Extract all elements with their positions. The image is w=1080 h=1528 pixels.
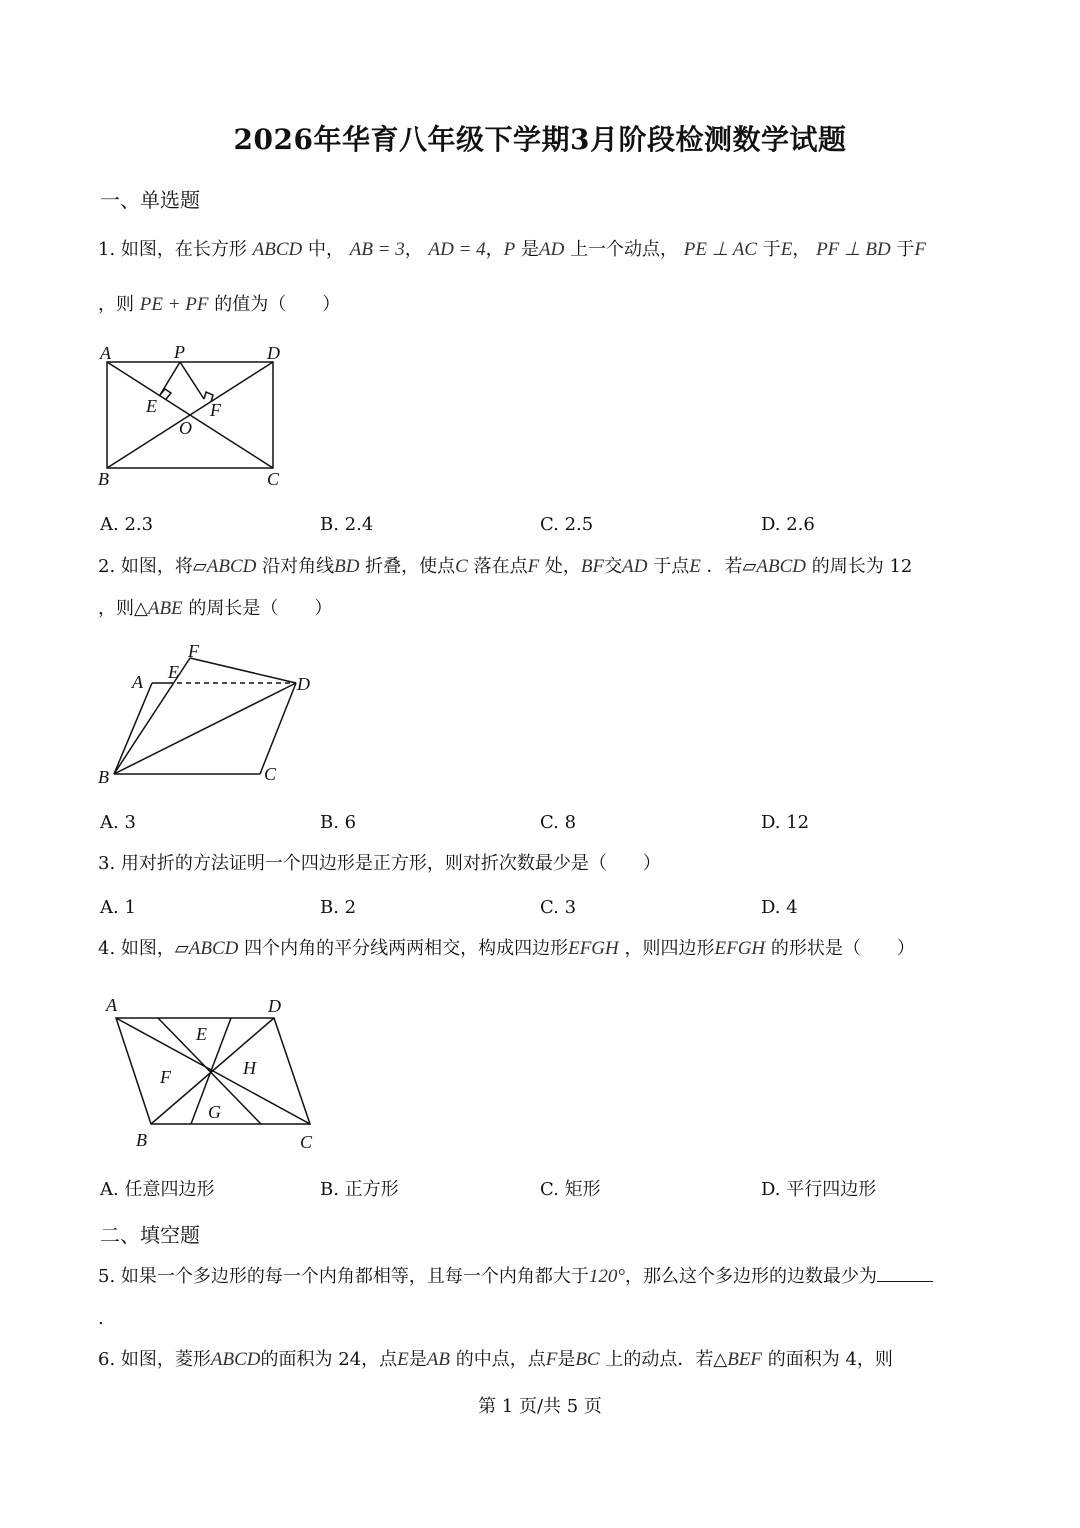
figure-label: F: [160, 1067, 171, 1087]
figure-label: A: [100, 343, 111, 363]
question-4-option-a[interactable]: A. 任意四边形: [100, 1179, 215, 1200]
question-1-line-2: ，则 PE + PF 的值为（ ）: [98, 294, 341, 315]
question-4-figure: [96, 988, 336, 1158]
figure-label: D: [268, 996, 281, 1016]
page-footer: 第 1 页/共 5 页: [478, 1396, 602, 1417]
figure-label: D: [297, 674, 310, 694]
question-4-line-1: 4. 如图，▱ABCD 四个内角的平分线两两相交，构成四边形EFGH ，则四边形EFGH 的形状是（ ）: [98, 938, 915, 959]
figure-label: B: [136, 1130, 147, 1150]
question-2-option-c[interactable]: C. 8: [540, 812, 577, 833]
section-heading-fill-in: 二、填空题: [100, 1223, 200, 1247]
question-5-line-2: .: [98, 1308, 104, 1329]
question-1-figure: [92, 340, 292, 492]
question-6-line-1: 6. 如图，菱形ABCD的面积为 24，点E是AB 的中点，点F是BC 上的动点．若△BEF 的面积为 4，则: [98, 1349, 893, 1370]
question-4-option-d[interactable]: D. 平行四边形: [761, 1179, 877, 1200]
figure-label: H: [243, 1058, 256, 1078]
figure-label: E: [146, 396, 157, 416]
question-2-option-a[interactable]: A. 3: [100, 812, 136, 833]
question-4-option-b[interactable]: B. 正方形: [320, 1179, 399, 1200]
section-heading-single-choice: 一、单选题: [100, 188, 200, 212]
figure-label: C: [300, 1132, 313, 1152]
figure-label: O: [179, 418, 192, 438]
question-1-line-1: 1. 如图，在长方形 ABCD 中， AB = 3， AD = 4，P 是AD 上一个动点， PE ⊥ AC 于E， PF ⊥ BD 于F: [98, 239, 927, 260]
question-2-figure: [92, 638, 322, 788]
figure-label: G: [208, 1102, 221, 1122]
question-1-option-d[interactable]: D. 2.6: [761, 514, 815, 535]
figure-label: B: [98, 469, 109, 489]
question-4-option-c[interactable]: C. 矩形: [540, 1179, 601, 1200]
figure-label: E: [168, 662, 179, 682]
question-3-text: 3. 用对折的方法证明一个四边形是正方形，则对折次数最少是（ ）: [98, 853, 661, 874]
question-2-option-d[interactable]: D. 12: [761, 812, 810, 833]
question-1-option-b[interactable]: B. 2.4: [320, 514, 374, 535]
question-2-line-2: ，则△ABE 的周长是（ ）: [98, 598, 333, 619]
figure-label: C: [267, 469, 280, 489]
question-3-option-c[interactable]: C. 3: [540, 897, 577, 918]
answer-blank[interactable]: [877, 1263, 933, 1282]
figure-label: D: [267, 343, 280, 363]
figure-label: E: [196, 1024, 207, 1044]
figure-label: F: [188, 641, 199, 661]
question-3-option-b[interactable]: B. 2: [320, 897, 357, 918]
figure-label: B: [98, 767, 109, 787]
question-1-option-c[interactable]: C. 2.5: [540, 514, 594, 535]
figure-label: A: [106, 995, 117, 1015]
page-title: 2026年华育八年级下学期3月阶段检测数学试题: [233, 123, 847, 156]
figure-label: F: [210, 400, 221, 420]
figure-label: C: [264, 764, 277, 784]
question-5-line-1: 5. 如果一个多边形的每一个内角都相等，且每一个内角都大于120°，那么这个多边形的边数最少为: [98, 1263, 933, 1290]
figure-label: A: [132, 672, 143, 692]
question-3-option-d[interactable]: D. 4: [761, 897, 798, 918]
question-2-line-1: 2. 如图，将▱ABCD 沿对角线BD 折叠，使点C 落在点F 处，BF交AD 于点E ．若▱ABCD 的周长为 12: [98, 556, 913, 577]
figure-label: P: [174, 342, 185, 362]
question-3-option-a[interactable]: A. 1: [100, 897, 136, 918]
question-1-option-a[interactable]: A. 2.3: [100, 514, 154, 535]
question-2-option-b[interactable]: B. 6: [320, 812, 357, 833]
